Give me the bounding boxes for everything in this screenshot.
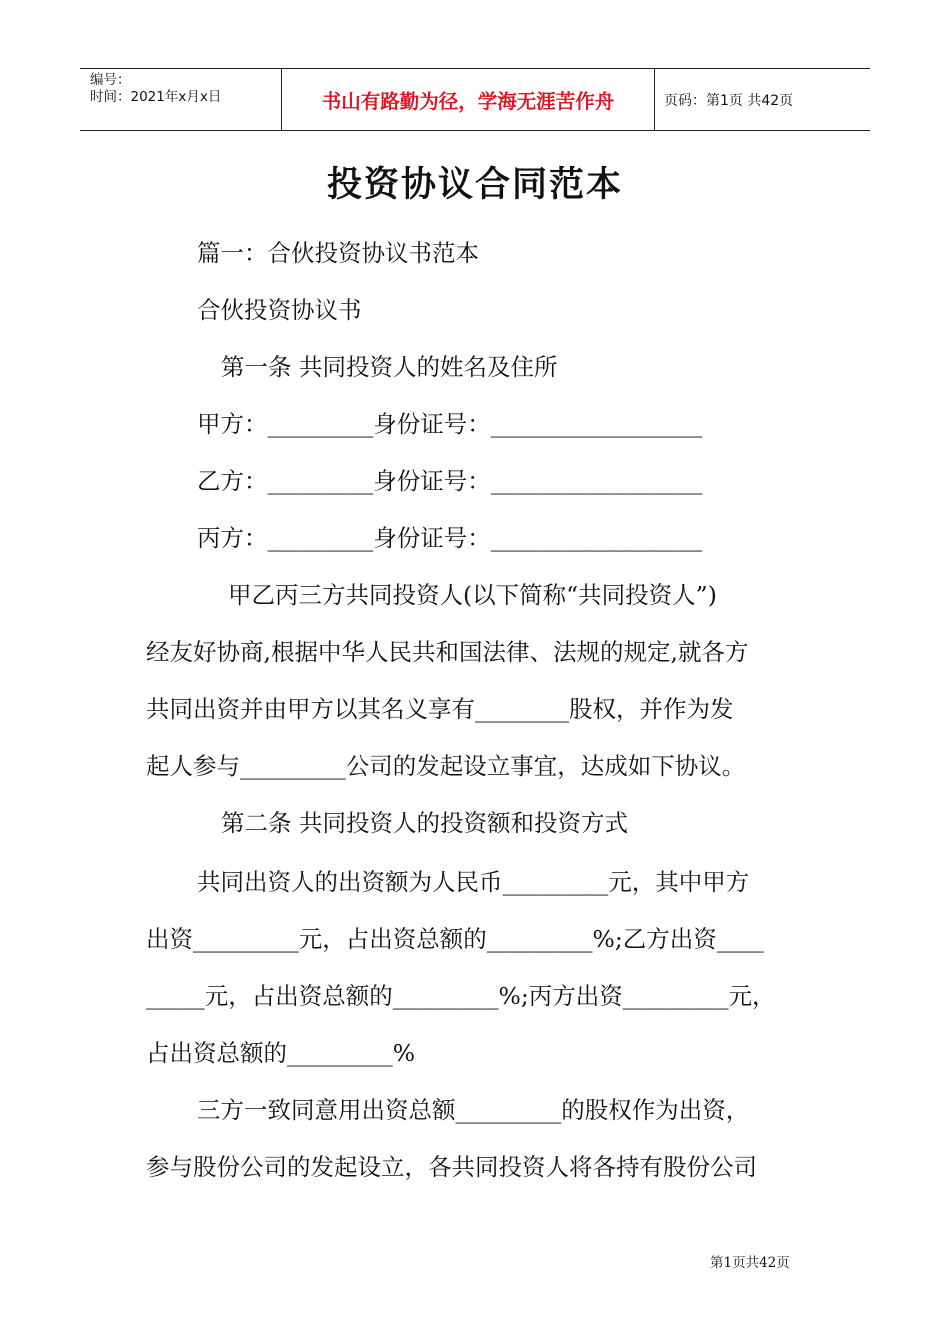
doc-heading: 合伙投资协议书 — [197, 296, 362, 324]
paragraph-line: 三方一致同意用出资总额_________的股权作为出资， — [197, 1096, 750, 1124]
header-motto: 书山有路勤为径，学海无涯苦作舟 — [321, 89, 615, 113]
header-time-label: 时间：2021年x月x日 — [90, 89, 222, 105]
paragraph-line: 经友好协商,根据中华人民共和国法律、法规的规定,就各方 — [146, 638, 749, 666]
paragraph-line: 甲乙丙三方共同投资人(以下简称“共同投资人”) — [228, 581, 717, 609]
paragraph-line: 出资_________元，占出资总额的_________%;乙方出资____ — [146, 925, 764, 953]
party-c-line: 丙方：_________身份证号：__________________ — [197, 524, 703, 552]
paragraph-line: 起人参与_________公司的发起设立事宜，达成如下协议。 — [146, 752, 746, 780]
party-b-line: 乙方：_________身份证号：__________________ — [197, 467, 703, 495]
header-meta-cell — [80, 69, 281, 130]
article2-heading: 第二条 共同投资人的投资额和投资方式 — [221, 809, 628, 837]
header-page-label: 页码：第1页 共42页 — [664, 92, 794, 109]
section-heading: 篇一：合伙投资协议书范本 — [197, 239, 479, 267]
header-divider — [654, 69, 655, 130]
paragraph-line: 占出资总额的_________% — [146, 1039, 416, 1067]
paragraph-line: _____元，占出资总额的_________%;丙方出资_________元， — [146, 982, 776, 1010]
paragraph-line: 共同出资并由甲方以其名义享有________股权，并作为发 — [146, 695, 734, 723]
document-title: 投资协议合同范本 — [326, 164, 623, 205]
header-number-label: 编号： — [90, 72, 131, 88]
paragraph-line: 共同出资人的出资额为人民币_________元，其中甲方 — [197, 868, 750, 896]
party-a-line: 甲方：_________身份证号：__________________ — [197, 410, 703, 438]
document-header — [80, 68, 870, 131]
paragraph-line: 参与股份公司的发起设立，各共同投资人将各持有股份公司 — [146, 1153, 757, 1181]
page-footer: 第1页共42页 — [710, 1255, 790, 1271]
article1-heading: 第一条 共同投资人的姓名及住所 — [221, 353, 558, 381]
